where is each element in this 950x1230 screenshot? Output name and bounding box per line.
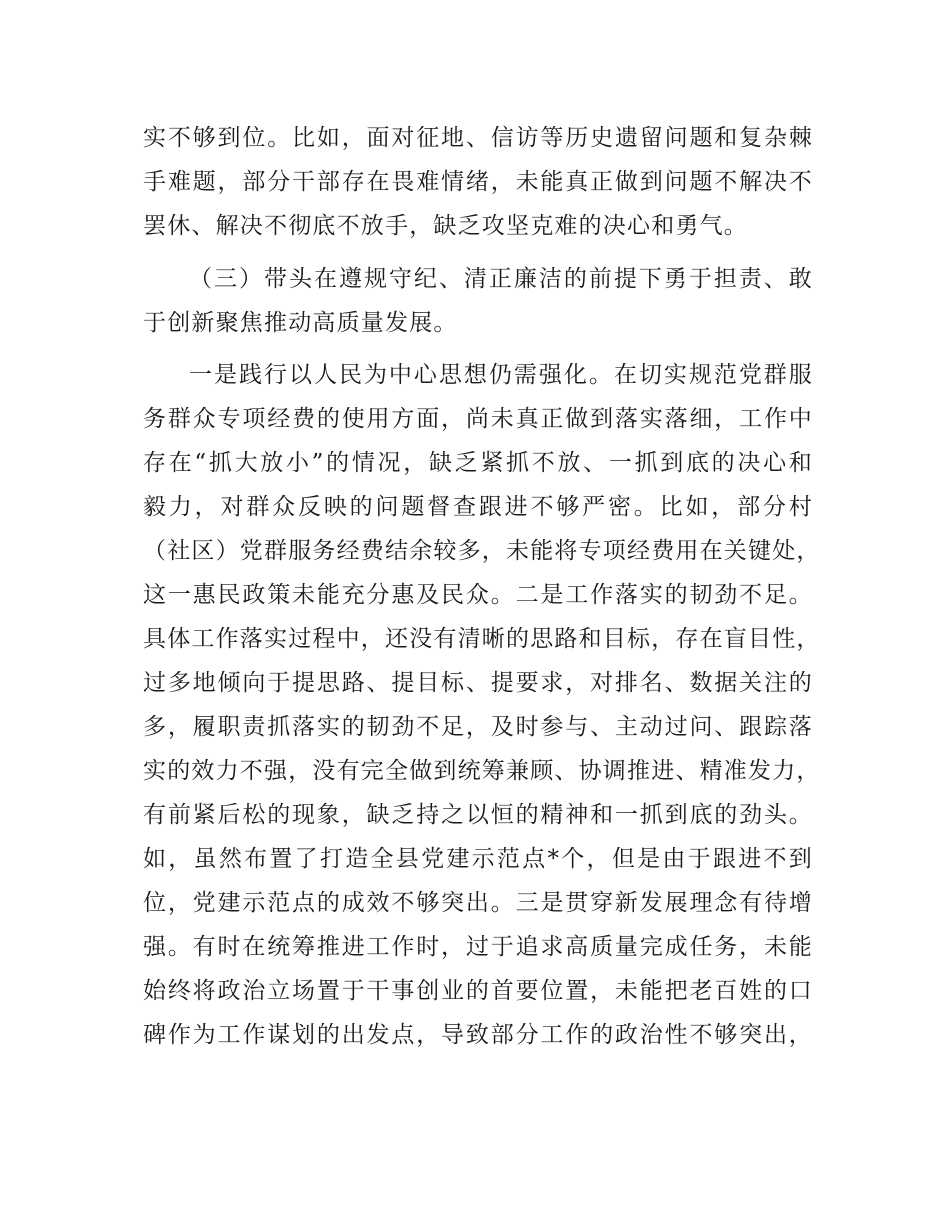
- text-line: 始终将政治立场置于干事创业的首要位置，未能把老百姓的口: [143, 978, 813, 1004]
- text-line: （社区）党群服务经费结余较多，未能将专项经费用在关键处，: [143, 538, 821, 564]
- text-line: 罢休、解决不彻底不放手，缺乏攻坚克难的决心和勇气。: [143, 213, 748, 239]
- paragraph-continuation: [143, 116, 813, 248]
- text-line: 务群众专项经费的使用方面，尚未真正做到落实落细，工作中: [143, 406, 813, 432]
- text-line: 存在“抓大放小”的情况，缺乏紧抓不放、一抓到底的决心和: [143, 450, 813, 476]
- text-line: 手难题，部分干部存在畏难情绪，未能真正做到问题不解决不: [143, 169, 813, 195]
- section-heading-three: [143, 257, 813, 345]
- text-line: 实不够到位。比如，面对征地、信访等历史遗留问题和复杂棘: [143, 125, 813, 151]
- text-line: 毅力，对群众反映的问题督查跟进不够严密。比如，部分村: [143, 494, 813, 520]
- text-line: 实的效力不强，没有完全做到统筹兼顾、协调推进、精准发力，: [143, 758, 821, 784]
- text-line: 多，履职责抓落实的韧劲不足，及时参与、主动过问、跟踪落: [143, 714, 813, 740]
- paragraph-body: [143, 353, 821, 1057]
- text-line: 于创新聚焦推动高质量发展。: [143, 310, 458, 336]
- text-line: 位，党建示范点的成效不够突出。三是贯穿新发展理念有待增: [143, 890, 813, 916]
- text-line: 过多地倾向于提思路、提目标、提要求，对排名、数据关注的: [143, 670, 813, 696]
- text-line: 这一惠民政策未能充分惠及民众。二是工作落实的韧劲不足。: [143, 582, 813, 608]
- text-line: 强。有时在统筹推进工作时，过于追求高质量完成任务，未能: [143, 934, 813, 960]
- text-line: 有前紧后松的现象，缺乏持之以恒的精神和一抓到底的劲头。: [143, 802, 813, 828]
- text-line: （三）带头在遵规守纪、清正廉洁的前提下勇于担责、敢: [189, 266, 813, 292]
- text-line: 碑作为工作谋划的出发点，导致部分工作的政治性不够突出，: [143, 1022, 813, 1048]
- text-line: 如，虽然布置了打造全县党建示范点*个，但是由于跟进不到: [143, 846, 813, 872]
- text-line: 一是践行以人民为中心思想仍需强化。在切实规范党群服: [189, 362, 813, 388]
- text-line: 具体工作落实过程中，还没有清晰的思路和目标，存在盲目性，: [143, 626, 821, 652]
